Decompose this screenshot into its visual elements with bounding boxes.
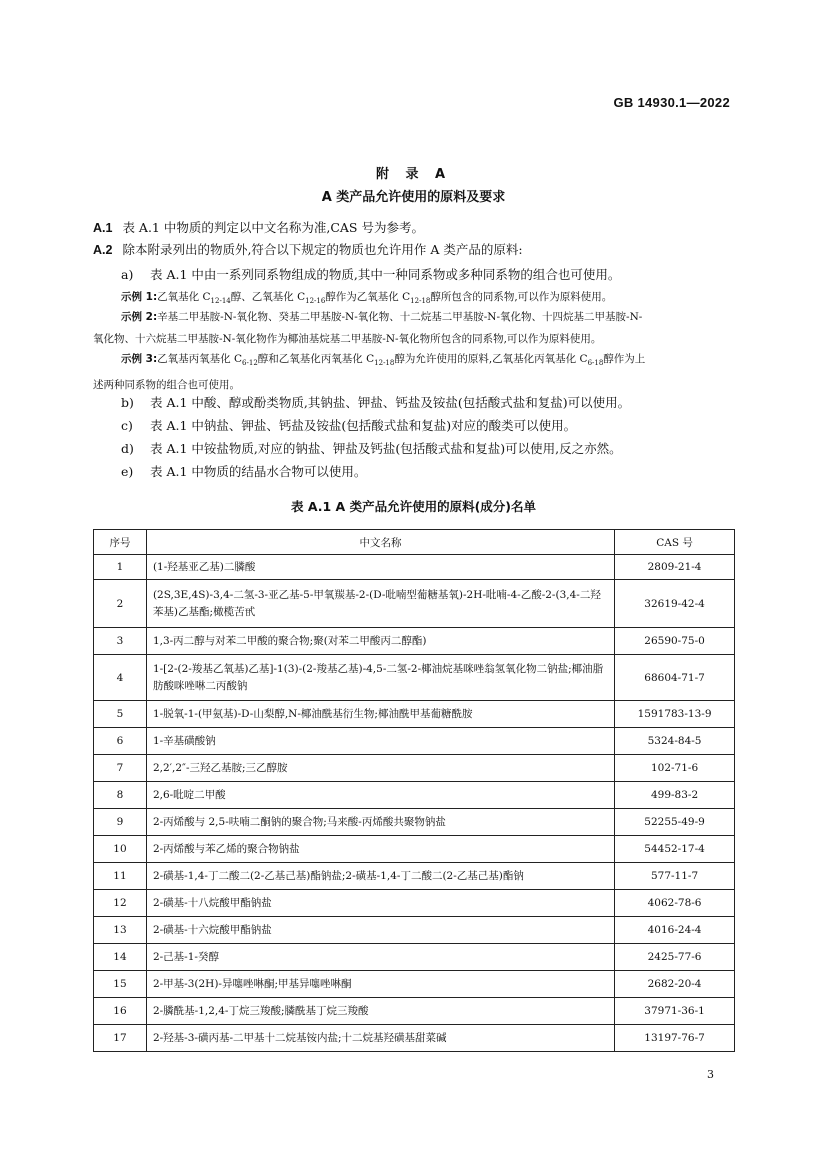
- example-label: 示例 3:: [121, 353, 158, 365]
- cell-no: 11: [94, 863, 147, 890]
- example-2: [93, 306, 735, 350]
- table-row: [94, 917, 735, 944]
- example-text: 乙氧基丙氧基化 C: [157, 353, 243, 365]
- item-text: 表 A.1 中酸、醇或酚类物质,其钠盐、钾盐、钙盐及铵盐(包括酸式盐和复盐)可以使用。: [150, 395, 631, 410]
- table-row: [94, 1025, 735, 1052]
- example-text: 醇作为上: [603, 353, 646, 365]
- standard-number: GB 14930.1—2022: [613, 95, 730, 110]
- table-row: [94, 836, 735, 863]
- example-text: 醇作为乙氧基化 C: [325, 291, 411, 303]
- cell-no: 6: [94, 728, 147, 755]
- cell-name: 2-丙烯酸与 2,5-呋喃二酮钠的聚合物;马来酸-丙烯酸共聚物钠盐: [146, 809, 614, 836]
- cell-name: 2-羟基-3-磺丙基-二甲基十二烷基铵内盐;十二烷基羟磺基甜菜碱: [146, 1025, 614, 1052]
- subscript: 6-12: [242, 359, 258, 368]
- list-item-a: [121, 265, 620, 283]
- cell-no: 16: [94, 998, 147, 1025]
- list-item-e: [121, 462, 366, 480]
- cell-no: 7: [94, 755, 147, 782]
- cell-cas: 4016-24-4: [615, 917, 735, 944]
- table-row: [94, 628, 735, 655]
- cell-cas: 1591783-13-9: [615, 701, 735, 728]
- example-text: 乙氧基化 C: [157, 291, 211, 303]
- cell-cas: 13197-76-7: [615, 1025, 735, 1052]
- section-a2: [93, 242, 735, 258]
- item-text: 表 A.1 中铵盐物质,对应的钠盐、钾盐及钙盐(包括酸式盐和复盐)可以使用,反之亦然。: [150, 441, 622, 456]
- cell-no: 2: [94, 580, 147, 628]
- section-text: 表 A.1 中物质的判定以中文名称为准,CAS 号为参考。: [122, 220, 424, 235]
- header-name: 中文名称: [146, 530, 614, 555]
- example-text: 醇和乙氧基化丙氧基化 C: [257, 353, 375, 365]
- item-marker: a): [121, 267, 134, 282]
- list-item-c: [121, 416, 576, 434]
- table-row: [94, 782, 735, 809]
- cell-name: 1-脱氧-1-(甲氨基)-D-山梨醇,N-椰油酰基衍生物;椰油酰甲基葡糖酰胺: [146, 701, 614, 728]
- cell-name: (1-羟基亚乙基)二膦酸: [146, 555, 614, 580]
- cell-no: 17: [94, 1025, 147, 1052]
- subscript: 12-18: [410, 297, 431, 306]
- cell-cas: 68604-71-7: [615, 655, 735, 701]
- cell-name: 1,3-丙二醇与对苯二甲酸的聚合物;聚(对苯二甲酸丙二醇酯): [146, 628, 614, 655]
- header-cas: CAS 号: [615, 530, 735, 555]
- cell-name: 2,2′,2″-三羟乙基胺;三乙醇胺: [146, 755, 614, 782]
- table-header-row: [94, 530, 735, 555]
- cell-no: 13: [94, 917, 147, 944]
- materials-table: [93, 529, 735, 1052]
- cell-no: 15: [94, 971, 147, 998]
- cell-cas: 2425-77-6: [615, 944, 735, 971]
- table-row: [94, 890, 735, 917]
- table-row: [94, 998, 735, 1025]
- example-text: 辛基二甲基胺-N-氧化物、癸基二甲基胺-N-氧化物、十二烷基二甲基胺-N-氧化物、十四烷基二甲基胺-N-: [157, 311, 643, 323]
- list-item-b: [121, 393, 630, 411]
- cell-name: 2-丙烯酸与苯乙烯的聚合物钠盐: [146, 836, 614, 863]
- cell-cas: 2809-21-4: [615, 555, 735, 580]
- cell-no: 8: [94, 782, 147, 809]
- cell-name: 2,6-吡啶二甲酸: [146, 782, 614, 809]
- cell-no: 1: [94, 555, 147, 580]
- cell-no: 3: [94, 628, 147, 655]
- list-item-d: [121, 439, 622, 457]
- cell-cas: 499-83-2: [615, 782, 735, 809]
- table-row: [94, 555, 735, 580]
- cell-no: 10: [94, 836, 147, 863]
- cell-cas: 52255-49-9: [615, 809, 735, 836]
- example-label: 示例 1:: [121, 291, 158, 303]
- annex-label: 附 录 A: [375, 167, 452, 182]
- cell-no: 12: [94, 890, 147, 917]
- example-text: 述两种同系物的组合也可使用。: [93, 379, 240, 392]
- example-text: 氧化物、十六烷基二甲基胺-N-氧化物作为椰油基烷基二甲基胺-N-氧化物所包含的同系物,可以作为原料使用。: [93, 333, 602, 345]
- cell-name: (2S,3E,4S)-3,4-二氢-3-亚乙基-5-甲氧羰基-2-(D-吡喃型葡糖基氧)-2H-吡喃-4-乙酸-2-(3,4-二羟苯基)乙基酯;橄榄苦甙: [146, 580, 614, 628]
- cell-no: 4: [94, 655, 147, 701]
- item-marker: b): [121, 395, 134, 410]
- example-text: 醇所包含的同系物,可以作为原料使用。: [430, 291, 613, 303]
- table-row: [94, 755, 735, 782]
- subscript: 12-14: [210, 297, 231, 306]
- cell-cas: 32619-42-4: [615, 580, 735, 628]
- cell-no: 14: [94, 944, 147, 971]
- cell-name: 2-膦酰基-1,2,4-丁烷三羧酸;膦酰基丁烷三羧酸: [146, 998, 614, 1025]
- cell-name: 2-磺基-十六烷酸甲酯钠盐: [146, 917, 614, 944]
- section-a1: [93, 220, 735, 236]
- table-row: [94, 655, 735, 701]
- example-3: [93, 348, 735, 396]
- item-text: 表 A.1 中钠盐、钾盐、钙盐及铵盐(包括酸式盐和复盐)对应的酸类可以使用。: [150, 418, 577, 433]
- subscript: 12-18: [374, 359, 395, 368]
- item-text: 表 A.1 中物质的结晶水合物可以使用。: [150, 464, 367, 479]
- table-row: [94, 701, 735, 728]
- cell-cas: 4062-78-6: [615, 890, 735, 917]
- item-marker: e): [121, 464, 134, 479]
- cell-cas: 102-71-6: [615, 755, 735, 782]
- cell-name: 1-[2-(2-羧基乙氧基)乙基]-1(3)-(2-羧基乙基)-4,5-二氢-2-椰油烷基咪唑翁氢氧化物二钠盐;椰油脂肪酸咪唑啉二丙酸钠: [146, 655, 614, 701]
- table-row: [94, 728, 735, 755]
- table-row: [94, 971, 735, 998]
- cell-cas: 37971-36-1: [615, 998, 735, 1025]
- section-text: 除本附录列出的物质外,符合以下规定的物质也允许用作 A 类产品的原料:: [122, 242, 523, 257]
- table-row: [94, 863, 735, 890]
- subscript: 6-18: [587, 359, 604, 368]
- header-no: 序号: [94, 530, 147, 555]
- item-text: 表 A.1 中由一系列同系物组成的物质,其中一种同系物或多种同系物的组合也可使用。: [150, 267, 621, 282]
- example-label: 示例 2:: [121, 311, 158, 323]
- cell-no: 9: [94, 809, 147, 836]
- cell-cas: 2682-20-4: [615, 971, 735, 998]
- cell-cas: 26590-75-0: [615, 628, 735, 655]
- item-marker: c): [121, 418, 133, 433]
- cell-name: 1-辛基磺酸钠: [146, 728, 614, 755]
- table-row: [94, 580, 735, 628]
- section-number: A.1: [93, 221, 113, 235]
- item-marker: d): [121, 441, 134, 456]
- cell-name: 2-磺基-十八烷酸甲酯钠盐: [146, 890, 614, 917]
- cell-cas: 577-11-7: [615, 863, 735, 890]
- table-row: [94, 809, 735, 836]
- example-text: 醇为允许使用的原料,乙氧基化丙氧基化 C: [394, 353, 588, 365]
- cell-cas: 54452-17-4: [615, 836, 735, 863]
- table-row: [94, 944, 735, 971]
- table-title: 表 A.1 A 类产品允许使用的原料(成分)名单: [290, 499, 536, 514]
- annex-title: A 类产品允许使用的原料及要求: [321, 190, 506, 205]
- example-text: 醇、乙氧基化 C: [230, 291, 306, 303]
- cell-name: 2-磺基-1,4-丁二酸二(2-乙基己基)酯钠盐;2-磺基-1,4-丁二酸二(2-乙基己基)酯钠: [146, 863, 614, 890]
- section-number: A.2: [93, 243, 113, 257]
- cell-name: 2-己基-1-癸醇: [146, 944, 614, 971]
- cell-no: 5: [94, 701, 147, 728]
- cell-cas: 5324-84-5: [615, 728, 735, 755]
- cell-name: 2-甲基-3(2H)-异噻唑啉酮;甲基异噻唑啉酮: [146, 971, 614, 998]
- subscript: 12-16: [305, 297, 326, 306]
- page-number: 3: [707, 1068, 714, 1081]
